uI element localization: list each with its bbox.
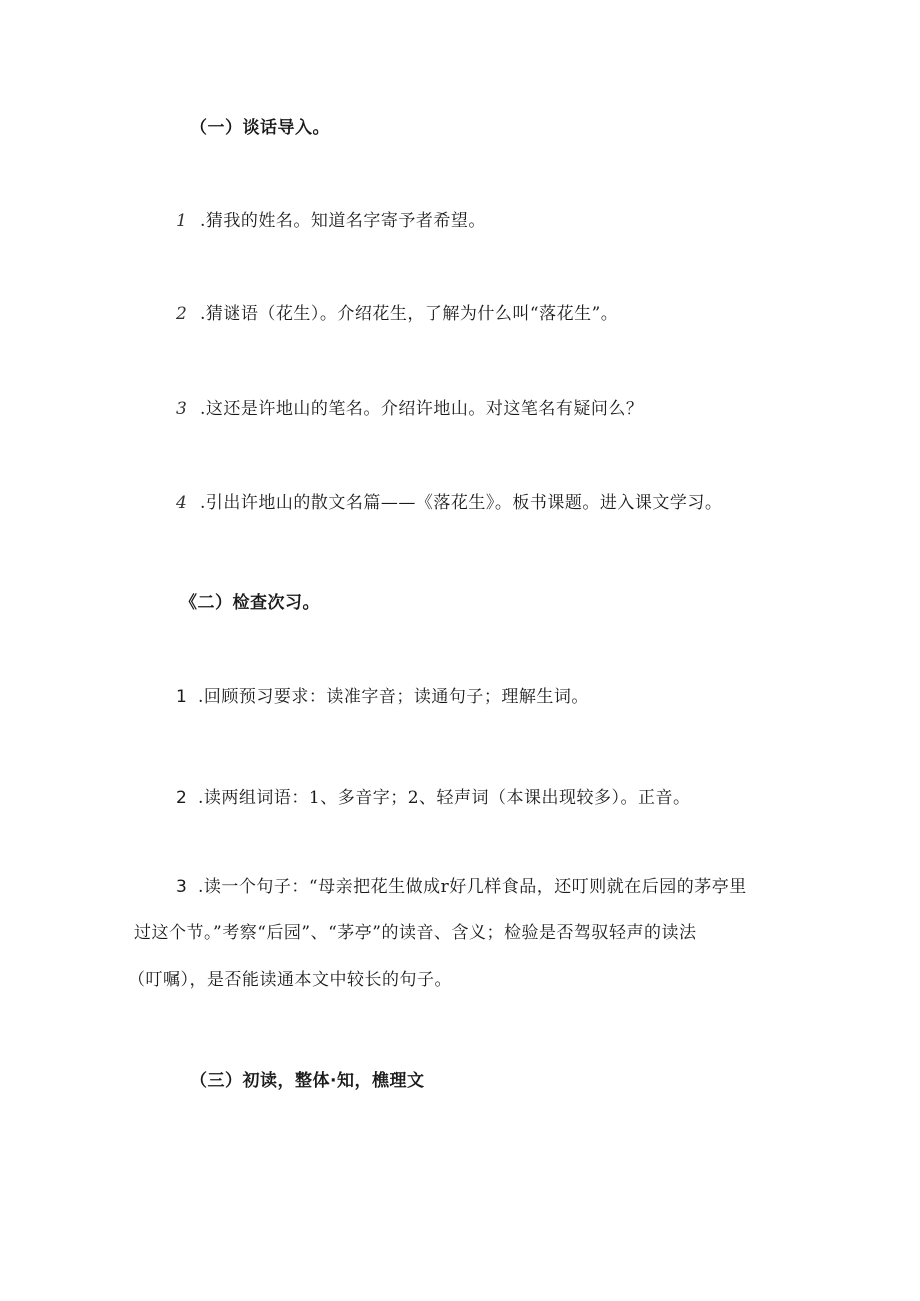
item-text: .猜谜语（花生）。介绍花生，了解为什么叫“落花生”。 xyxy=(200,304,619,324)
section-2-item-3 xyxy=(176,875,747,899)
section-2-item-3-continuation: 过这个节。”考察“后园”、“茅亭”的读音、含义；检验是否驾驭轻声的读法 xyxy=(134,923,697,943)
section-1-item-4 xyxy=(176,491,722,515)
section-1-item-1 xyxy=(176,209,486,233)
item-text: .读两组词语：1、多音字；2、轻声词（本课出现较多）。正音。 xyxy=(198,788,691,808)
item-text: .猜我的姓名。知道名字寄予者希望。 xyxy=(200,211,486,231)
item-text: .这还是许地山的笔名。介绍许地山。对这笔名有疑问么？ xyxy=(200,399,644,419)
item-text: .引出许地山的散文名篇——《落花生》。板书课题。进入课文学习。 xyxy=(200,493,723,513)
section-2-item-2 xyxy=(176,786,691,810)
item-number: 2 xyxy=(176,788,188,808)
section-3-heading: （三）初读，整体·知，樵理文 xyxy=(190,1071,425,1091)
item-number: 2 xyxy=(176,304,188,324)
section-1-heading: （一）谈话导入。 xyxy=(190,118,330,138)
item-text: .回顾预习要求：读准字音；读通句子；理解生词。 xyxy=(198,687,589,707)
item-number: 1 xyxy=(176,211,188,231)
item-number: 3 xyxy=(176,399,188,419)
section-2-item-3-continuation: （叮嘱），是否能读通本文中较长的句子。 xyxy=(128,970,452,990)
item-number: 3 xyxy=(176,877,188,897)
item-text-line-1: .读一个句子：“母亲把花生做成r好几样食品，还叮则就在后园的茅亭里 xyxy=(198,877,747,897)
item-number: 4 xyxy=(176,493,188,513)
item-number: 1 xyxy=(176,687,188,707)
section-1-item-2 xyxy=(176,302,618,326)
section-2-item-1 xyxy=(176,685,589,709)
section-2-heading: 《二）检查次习。 xyxy=(180,593,320,613)
section-1-item-3 xyxy=(176,397,643,421)
